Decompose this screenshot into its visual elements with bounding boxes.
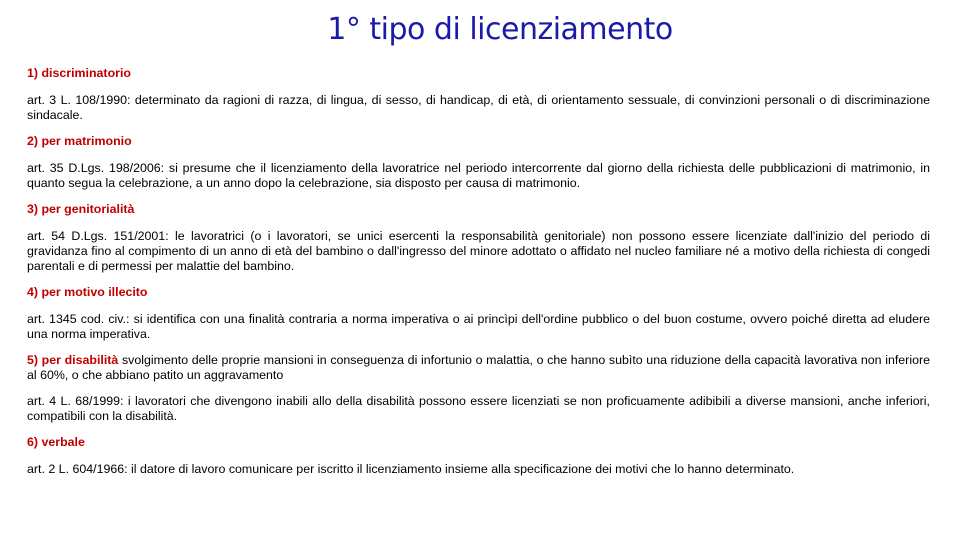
section-heading-matrimonio: 2) per matrimonio bbox=[27, 134, 132, 148]
paragraph-disabilita: art. 4 L. 68/1999: i lavoratori che divengono inabili allo della disabilità possono essere licenziati se non proficuamente adibibili a diverse mansioni, anche inferiori, compatibili con la disabilità. bbox=[27, 394, 930, 423]
paragraph-motivo-illecito: art. 1345 cod. civ.: si identifica con una finalità contraria a norma imperativa o ai princìpi dell'ordine pubblico o del buon costume, ovvero poiché diretta ad eludere una norma imperativa. bbox=[27, 312, 930, 341]
disabilita-inline-text: svolgimento delle proprie mansioni in conseguenza di infortunio o malattia, o che hanno subìto una riduzione della capacità lavorativa non inferiore al 60%, o che abbiano patito un aggravamento bbox=[27, 353, 930, 382]
paragraph-disabilita-intro bbox=[27, 353, 930, 383]
section-heading-genitorialita: 3) per genitorialità bbox=[27, 202, 135, 216]
section-heading-discriminatorio: 1) discriminatorio bbox=[27, 66, 131, 80]
paragraph-discriminatorio: art. 3 L. 108/1990: determinato da ragioni di razza, di lingua, di sesso, di handicap, di età, di orientamento sessuale, di convinzioni personali o di discriminazione sindacale. bbox=[27, 93, 930, 122]
section-heading-motivo-illecito: 4) per motivo illecito bbox=[27, 285, 148, 299]
paragraph-matrimonio: art. 35 D.Lgs. 198/2006: si presume che il licenziamento della lavoratrice nel periodo intercorrente dal giorno della richiesta delle pubblicazioni di matrimonio, in quanto segua la celebrazione, a un anno dopo la celebrazione, sia disposto per causa di matrimonio. bbox=[27, 161, 930, 190]
section-heading-disabilita: 5) per disabilità bbox=[27, 353, 119, 367]
slide-title-text: 1° tipo di licenziamento bbox=[327, 12, 673, 47]
slide-title bbox=[0, 12, 960, 47]
section-heading-verbale: 6) verbale bbox=[27, 435, 85, 449]
slide-content bbox=[27, 66, 930, 488]
paragraph-genitorialita: art. 54 D.Lgs. 151/2001: le lavoratrici (o i lavoratori, se unici esercenti la responsabilità genitoriale) non possono essere licenziate dall'inizio del periodo di gravidanza fino al compimento di un anno di età del bambino o dall'ingresso del minore adottato o affidato nel nucleo familiare né a motivo della richiesta di congedi parentali e di permessi per malattie del bambino. bbox=[27, 229, 930, 273]
paragraph-verbale: art. 2 L. 604/1966: il datore di lavoro comunicare per iscritto il licenziamento insieme alla specificazione dei motivi che lo hanno determinato. bbox=[27, 462, 795, 476]
